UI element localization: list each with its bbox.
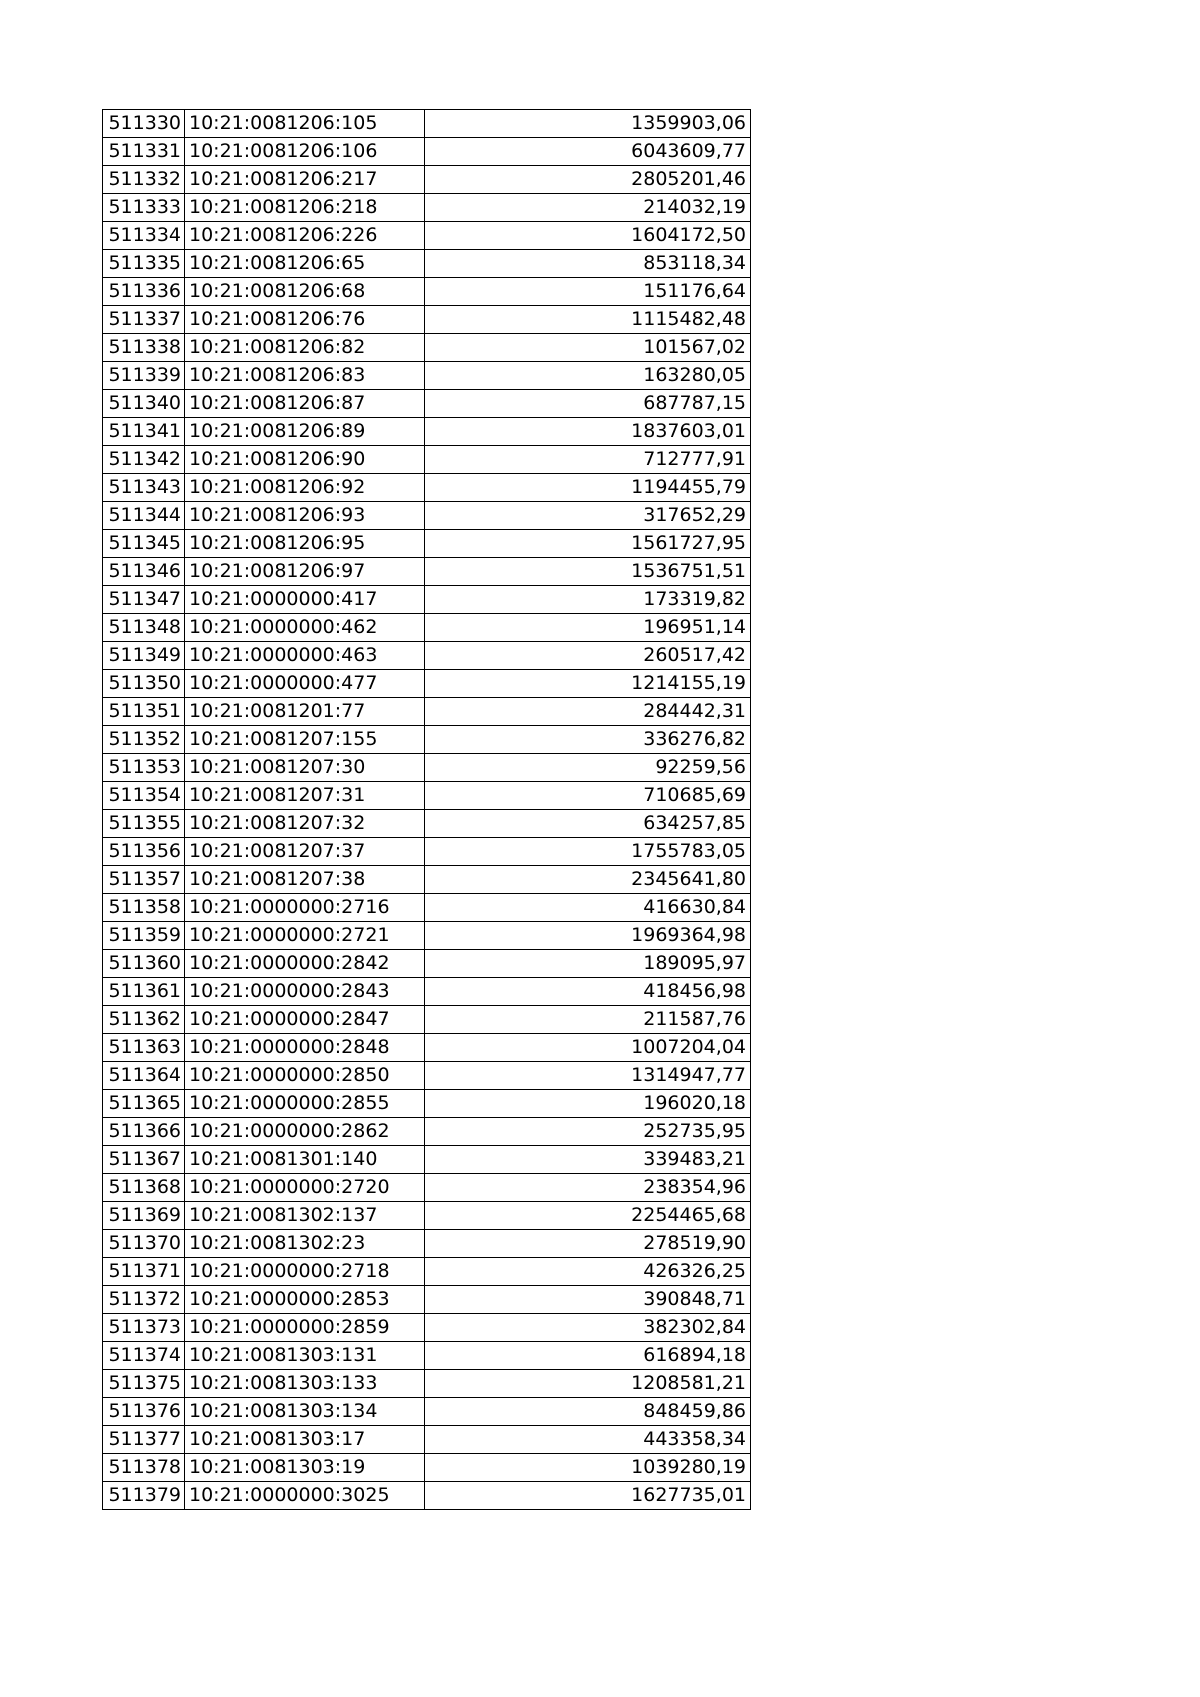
row-id-cell: 511370 bbox=[103, 1230, 185, 1258]
row-id-cell: 511372 bbox=[103, 1286, 185, 1314]
table-row bbox=[103, 334, 751, 362]
cadastral-number-cell: 10:21:0081207:37 bbox=[185, 838, 425, 866]
cadastral-number-cell: 10:21:0081206:105 bbox=[185, 110, 425, 138]
cadastral-number-cell: 10:21:0081303:131 bbox=[185, 1342, 425, 1370]
table-row bbox=[103, 810, 751, 838]
cadastral-number-cell: 10:21:0081206:218 bbox=[185, 194, 425, 222]
row-id-cell: 511338 bbox=[103, 334, 185, 362]
table-row bbox=[103, 250, 751, 278]
row-id-cell: 511356 bbox=[103, 838, 185, 866]
value-cell: 1359903,06 bbox=[425, 110, 751, 138]
value-cell: 416630,84 bbox=[425, 894, 751, 922]
value-cell: 418456,98 bbox=[425, 978, 751, 1006]
table-row bbox=[103, 1342, 751, 1370]
value-cell: 1627735,01 bbox=[425, 1482, 751, 1510]
cadastral-number-cell: 10:21:0000000:463 bbox=[185, 642, 425, 670]
value-cell: 1115482,48 bbox=[425, 306, 751, 334]
row-id-cell: 511377 bbox=[103, 1426, 185, 1454]
row-id-cell: 511345 bbox=[103, 530, 185, 558]
cadastral-number-cell: 10:21:0081207:30 bbox=[185, 754, 425, 782]
value-cell: 1969364,98 bbox=[425, 922, 751, 950]
cadastral-number-cell: 10:21:0000000:2855 bbox=[185, 1090, 425, 1118]
value-cell: 710685,69 bbox=[425, 782, 751, 810]
row-id-cell: 511330 bbox=[103, 110, 185, 138]
table-row bbox=[103, 726, 751, 754]
row-id-cell: 511353 bbox=[103, 754, 185, 782]
value-cell: 687787,15 bbox=[425, 390, 751, 418]
row-id-cell: 511366 bbox=[103, 1118, 185, 1146]
value-cell: 101567,02 bbox=[425, 334, 751, 362]
value-cell: 1194455,79 bbox=[425, 474, 751, 502]
cadastral-number-cell: 10:21:0081206:68 bbox=[185, 278, 425, 306]
cadastral-number-cell: 10:21:0081206:217 bbox=[185, 166, 425, 194]
table-row bbox=[103, 1370, 751, 1398]
table-row bbox=[103, 362, 751, 390]
cadastral-number-cell: 10:21:0081207:32 bbox=[185, 810, 425, 838]
cadastral-number-cell: 10:21:0081206:90 bbox=[185, 446, 425, 474]
table-row bbox=[103, 950, 751, 978]
value-cell: 163280,05 bbox=[425, 362, 751, 390]
table-row bbox=[103, 530, 751, 558]
value-cell: 238354,96 bbox=[425, 1174, 751, 1202]
row-id-cell: 511343 bbox=[103, 474, 185, 502]
table-row bbox=[103, 1062, 751, 1090]
value-cell: 443358,34 bbox=[425, 1426, 751, 1454]
cadastral-number-cell: 10:21:0081201:77 bbox=[185, 698, 425, 726]
value-cell: 339483,21 bbox=[425, 1146, 751, 1174]
cadastral-number-cell: 10:21:0000000:2720 bbox=[185, 1174, 425, 1202]
value-cell: 92259,56 bbox=[425, 754, 751, 782]
cadastral-number-cell: 10:21:0000000:2716 bbox=[185, 894, 425, 922]
table-row bbox=[103, 418, 751, 446]
value-cell: 1214155,19 bbox=[425, 670, 751, 698]
table-row bbox=[103, 642, 751, 670]
row-id-cell: 511357 bbox=[103, 866, 185, 894]
value-cell: 196020,18 bbox=[425, 1090, 751, 1118]
value-cell: 151176,64 bbox=[425, 278, 751, 306]
table-row bbox=[103, 194, 751, 222]
table-row bbox=[103, 782, 751, 810]
value-cell: 1755783,05 bbox=[425, 838, 751, 866]
value-cell: 252735,95 bbox=[425, 1118, 751, 1146]
row-id-cell: 511331 bbox=[103, 138, 185, 166]
value-cell: 336276,82 bbox=[425, 726, 751, 754]
table-row bbox=[103, 894, 751, 922]
row-id-cell: 511333 bbox=[103, 194, 185, 222]
value-cell: 1039280,19 bbox=[425, 1454, 751, 1482]
value-cell: 390848,71 bbox=[425, 1286, 751, 1314]
value-cell: 853118,34 bbox=[425, 250, 751, 278]
cadastral-number-cell: 10:21:0081302:137 bbox=[185, 1202, 425, 1230]
value-cell: 1837603,01 bbox=[425, 418, 751, 446]
table-row bbox=[103, 222, 751, 250]
cadastral-number-cell: 10:21:0000000:417 bbox=[185, 586, 425, 614]
table-row bbox=[103, 1034, 751, 1062]
table-row bbox=[103, 866, 751, 894]
row-id-cell: 511374 bbox=[103, 1342, 185, 1370]
value-cell: 2254465,68 bbox=[425, 1202, 751, 1230]
row-id-cell: 511359 bbox=[103, 922, 185, 950]
cadastral-number-cell: 10:21:0000000:2843 bbox=[185, 978, 425, 1006]
row-id-cell: 511340 bbox=[103, 390, 185, 418]
table-row bbox=[103, 1090, 751, 1118]
value-cell: 712777,91 bbox=[425, 446, 751, 474]
cadastral-number-cell: 10:21:0081206:92 bbox=[185, 474, 425, 502]
table-row bbox=[103, 1202, 751, 1230]
value-cell: 1314947,77 bbox=[425, 1062, 751, 1090]
row-id-cell: 511355 bbox=[103, 810, 185, 838]
row-id-cell: 511364 bbox=[103, 1062, 185, 1090]
table-row bbox=[103, 670, 751, 698]
table-row bbox=[103, 838, 751, 866]
table-row bbox=[103, 1426, 751, 1454]
row-id-cell: 511367 bbox=[103, 1146, 185, 1174]
value-cell: 1208581,21 bbox=[425, 1370, 751, 1398]
value-cell: 317652,29 bbox=[425, 502, 751, 530]
value-cell: 382302,84 bbox=[425, 1314, 751, 1342]
cadastral-number-cell: 10:21:0081206:89 bbox=[185, 418, 425, 446]
value-cell: 1561727,95 bbox=[425, 530, 751, 558]
row-id-cell: 511378 bbox=[103, 1454, 185, 1482]
cadastral-number-cell: 10:21:0081303:19 bbox=[185, 1454, 425, 1482]
table-row bbox=[103, 446, 751, 474]
value-cell: 189095,97 bbox=[425, 950, 751, 978]
data-table bbox=[102, 109, 751, 1510]
table-row bbox=[103, 1482, 751, 1510]
cadastral-number-cell: 10:21:0081303:134 bbox=[185, 1398, 425, 1426]
cadastral-number-cell: 10:21:0081302:23 bbox=[185, 1230, 425, 1258]
cadastral-number-cell: 10:21:0000000:462 bbox=[185, 614, 425, 642]
cadastral-number-cell: 10:21:0000000:3025 bbox=[185, 1482, 425, 1510]
row-id-cell: 511365 bbox=[103, 1090, 185, 1118]
value-cell: 634257,85 bbox=[425, 810, 751, 838]
row-id-cell: 511362 bbox=[103, 1006, 185, 1034]
cadastral-number-cell: 10:21:0081206:76 bbox=[185, 306, 425, 334]
row-id-cell: 511349 bbox=[103, 642, 185, 670]
table-row bbox=[103, 1006, 751, 1034]
value-cell: 2345641,80 bbox=[425, 866, 751, 894]
cadastral-number-cell: 10:21:0000000:2847 bbox=[185, 1006, 425, 1034]
cadastral-number-cell: 10:21:0000000:2853 bbox=[185, 1286, 425, 1314]
row-id-cell: 511332 bbox=[103, 166, 185, 194]
table-row bbox=[103, 1286, 751, 1314]
table-row bbox=[103, 306, 751, 334]
value-cell: 211587,76 bbox=[425, 1006, 751, 1034]
value-cell: 196951,14 bbox=[425, 614, 751, 642]
value-cell: 616894,18 bbox=[425, 1342, 751, 1370]
cadastral-number-cell: 10:21:0081206:97 bbox=[185, 558, 425, 586]
cadastral-number-cell: 10:21:0000000:2859 bbox=[185, 1314, 425, 1342]
table-row bbox=[103, 166, 751, 194]
row-id-cell: 511334 bbox=[103, 222, 185, 250]
cadastral-number-cell: 10:21:0000000:2848 bbox=[185, 1034, 425, 1062]
value-cell: 1007204,04 bbox=[425, 1034, 751, 1062]
cadastral-number-cell: 10:21:0000000:2718 bbox=[185, 1258, 425, 1286]
row-id-cell: 511368 bbox=[103, 1174, 185, 1202]
cadastral-number-cell: 10:21:0081206:83 bbox=[185, 362, 425, 390]
row-id-cell: 511371 bbox=[103, 1258, 185, 1286]
table-row bbox=[103, 1258, 751, 1286]
row-id-cell: 511369 bbox=[103, 1202, 185, 1230]
value-cell: 173319,82 bbox=[425, 586, 751, 614]
table-row bbox=[103, 698, 751, 726]
table-row bbox=[103, 1174, 751, 1202]
cadastral-number-cell: 10:21:0081206:95 bbox=[185, 530, 425, 558]
row-id-cell: 511350 bbox=[103, 670, 185, 698]
table-row bbox=[103, 138, 751, 166]
row-id-cell: 511351 bbox=[103, 698, 185, 726]
row-id-cell: 511341 bbox=[103, 418, 185, 446]
row-id-cell: 511375 bbox=[103, 1370, 185, 1398]
cadastral-number-cell: 10:21:0000000:2842 bbox=[185, 950, 425, 978]
row-id-cell: 511373 bbox=[103, 1314, 185, 1342]
table-row bbox=[103, 586, 751, 614]
value-cell: 2805201,46 bbox=[425, 166, 751, 194]
value-cell: 1604172,50 bbox=[425, 222, 751, 250]
table-row bbox=[103, 1146, 751, 1174]
table-body bbox=[103, 110, 751, 1510]
table-row bbox=[103, 1454, 751, 1482]
row-id-cell: 511335 bbox=[103, 250, 185, 278]
cadastral-number-cell: 10:21:0081206:82 bbox=[185, 334, 425, 362]
value-cell: 260517,42 bbox=[425, 642, 751, 670]
row-id-cell: 511344 bbox=[103, 502, 185, 530]
value-cell: 6043609,77 bbox=[425, 138, 751, 166]
table-row bbox=[103, 754, 751, 782]
table-row bbox=[103, 558, 751, 586]
row-id-cell: 511354 bbox=[103, 782, 185, 810]
row-id-cell: 511337 bbox=[103, 306, 185, 334]
cadastral-number-cell: 10:21:0081207:155 bbox=[185, 726, 425, 754]
table-row bbox=[103, 278, 751, 306]
row-id-cell: 511360 bbox=[103, 950, 185, 978]
table-row bbox=[103, 1118, 751, 1146]
cadastral-number-cell: 10:21:0081301:140 bbox=[185, 1146, 425, 1174]
cadastral-number-cell: 10:21:0081206:93 bbox=[185, 502, 425, 530]
row-id-cell: 511346 bbox=[103, 558, 185, 586]
row-id-cell: 511376 bbox=[103, 1398, 185, 1426]
cadastral-number-cell: 10:21:0081206:106 bbox=[185, 138, 425, 166]
row-id-cell: 511347 bbox=[103, 586, 185, 614]
table-row bbox=[103, 390, 751, 418]
cadastral-number-cell: 10:21:0081303:17 bbox=[185, 1426, 425, 1454]
cadastral-number-cell: 10:21:0081207:38 bbox=[185, 866, 425, 894]
table-row bbox=[103, 614, 751, 642]
cadastral-number-cell: 10:21:0000000:2721 bbox=[185, 922, 425, 950]
row-id-cell: 511339 bbox=[103, 362, 185, 390]
table-row bbox=[103, 922, 751, 950]
cadastral-number-cell: 10:21:0081206:226 bbox=[185, 222, 425, 250]
cadastral-number-cell: 10:21:0081207:31 bbox=[185, 782, 425, 810]
row-id-cell: 511363 bbox=[103, 1034, 185, 1062]
table-row bbox=[103, 1314, 751, 1342]
value-cell: 426326,25 bbox=[425, 1258, 751, 1286]
value-cell: 1536751,51 bbox=[425, 558, 751, 586]
row-id-cell: 511336 bbox=[103, 278, 185, 306]
row-id-cell: 511358 bbox=[103, 894, 185, 922]
table-row bbox=[103, 978, 751, 1006]
value-cell: 214032,19 bbox=[425, 194, 751, 222]
cadastral-number-cell: 10:21:0000000:2850 bbox=[185, 1062, 425, 1090]
cadastral-number-cell: 10:21:0081206:87 bbox=[185, 390, 425, 418]
table-row bbox=[103, 1398, 751, 1426]
row-id-cell: 511361 bbox=[103, 978, 185, 1006]
row-id-cell: 511342 bbox=[103, 446, 185, 474]
cadastral-number-cell: 10:21:0000000:477 bbox=[185, 670, 425, 698]
row-id-cell: 511348 bbox=[103, 614, 185, 642]
cadastral-number-cell: 10:21:0081303:133 bbox=[185, 1370, 425, 1398]
row-id-cell: 511352 bbox=[103, 726, 185, 754]
value-cell: 278519,90 bbox=[425, 1230, 751, 1258]
table-row bbox=[103, 110, 751, 138]
value-cell: 284442,31 bbox=[425, 698, 751, 726]
table-row bbox=[103, 474, 751, 502]
table-row bbox=[103, 502, 751, 530]
table-row bbox=[103, 1230, 751, 1258]
value-cell: 848459,86 bbox=[425, 1398, 751, 1426]
cadastral-number-cell: 10:21:0000000:2862 bbox=[185, 1118, 425, 1146]
row-id-cell: 511379 bbox=[103, 1482, 185, 1510]
cadastral-number-cell: 10:21:0081206:65 bbox=[185, 250, 425, 278]
